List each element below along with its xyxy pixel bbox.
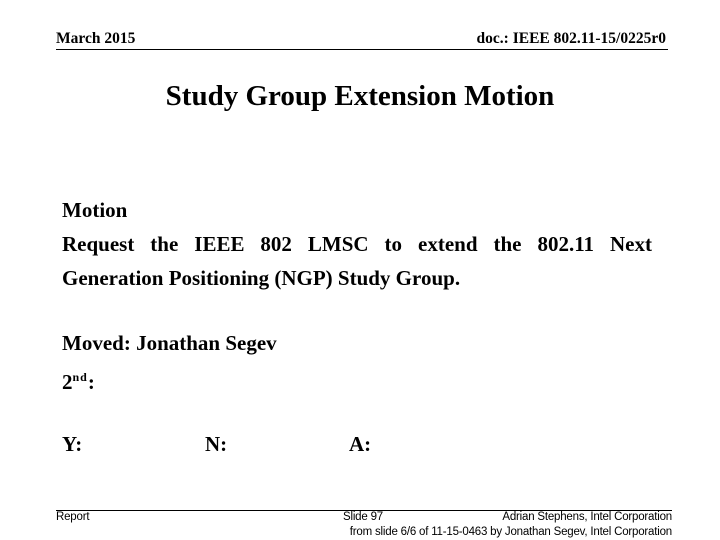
slide-title: Study Group Extension Motion xyxy=(165,80,555,112)
header-divider xyxy=(56,49,668,50)
motion-label: Motion xyxy=(62,198,128,222)
vote-abstain: A: xyxy=(349,432,372,456)
vote-no: N: xyxy=(205,432,228,456)
footer-slide-number: Slide 97 xyxy=(343,511,383,523)
second-suffix: nd xyxy=(72,370,88,384)
moved-by: Moved: Jonathan Segev xyxy=(62,331,277,355)
motion-text: Request the IEEE 802 LMSC to extend the 802.11 Next Generation Positioning (NGP) Study Group. xyxy=(62,232,652,290)
header-date: March 2015 xyxy=(56,30,136,47)
footer-report: Report xyxy=(56,511,90,523)
second-prefix: 2 xyxy=(62,370,73,394)
second-colon: : xyxy=(87,370,95,394)
header-doc-id: doc.: IEEE 802.11-15/0225r0 xyxy=(476,30,666,47)
seconded-by xyxy=(62,360,652,399)
footer-source: from slide 6/6 of 11-15-0463 by Jonathan Segev, Intel Corporation xyxy=(349,526,672,538)
vote-yes: Y: xyxy=(62,432,83,456)
footer-author: Adrian Stephens, Intel Corporation xyxy=(502,511,672,523)
